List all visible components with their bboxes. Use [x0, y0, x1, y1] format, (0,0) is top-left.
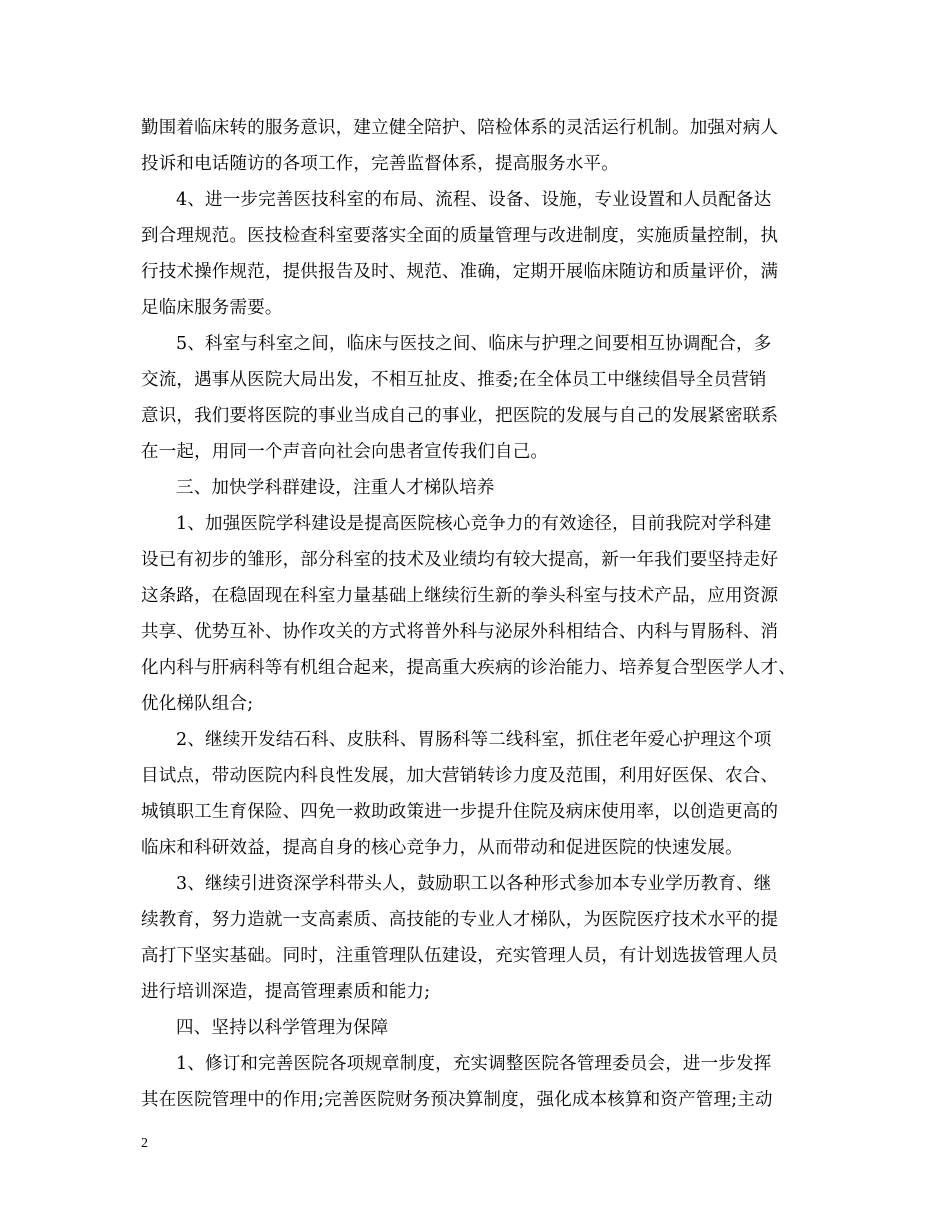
text-line: 续教育，努力造就一支高素质、高技能的专业人才梯队，为医院医疗技术水平的提 [141, 910, 779, 930]
text-line: 进行培训深造，提高管理素质和能力; [141, 982, 431, 1002]
text-line: 化内科与肝病科等有机组合起来，提高重大疾病的诊治能力、培养复合型医学人才、 [141, 658, 796, 678]
section-heading: 三、加快学科群建设，注重人才梯队培养 [176, 478, 495, 498]
text-line: 其在医院管理中的作用;完善医院财务预决算制度，强化成本核算和资产管理;主动 [141, 1090, 773, 1110]
text-line: 意识，我们要将医院的事业当成自己的事业，把医院的发展与自己的发展紧密联系 [141, 406, 779, 426]
section-heading: 四、坚持以科学管理为保障 [176, 1018, 389, 1038]
text-line: 在一起，用同一个声音向社会向患者宣传我们自己。 [141, 442, 549, 462]
text-line: 4、进一步完善医技科室的布局、流程、设备、设施，专业设置和人员配备达 [176, 190, 772, 210]
text-line: 勤围着临床转的服务意识，建立健全陪护、陪检体系的灵活运行机制。加强对病人 [141, 118, 779, 138]
text-line: 优化梯队组合; [141, 694, 254, 714]
text-line: 临床和科研效益，提高自身的核心竞争力，从而带动和促进医院的快速发展。 [141, 838, 743, 858]
text-line: 5、科室与科室之间，临床与医技之间、临床与护理之间要相互协调配合，多 [176, 334, 772, 354]
text-line: 目试点，带动医院内科良性发展，加大营销转诊力度及范围，利用好医保、农合、 [141, 766, 779, 786]
text-line: 这条路，在稳固现在科室力量基础上继续衍生新的拳头科室与技术产品，应用资源 [141, 586, 779, 606]
text-line: 3、继续引进资深学科带头人，鼓励职工以各种形式参加本专业学历教育、继 [176, 874, 772, 894]
text-line: 城镇职工生育保险、四免一救助政策进一步提升住院及病床使用率，以创造更高的 [141, 802, 779, 822]
text-line: 1、加强医院学科建设是提高医院核心竞争力的有效途径，目前我院对学科建 [176, 514, 772, 534]
text-line: 2、继续开发结石科、皮肤科、胃肠科等二线科室，抓住老年爱心护理这个项 [176, 730, 772, 750]
text-line: 投诉和电话随访的各项工作，完善监督体系，提高服务水平。 [141, 154, 619, 174]
text-line: 共享、优势互补、协作攻关的方式将普外科与泌尿外科相结合、内科与胃肠科、消 [141, 622, 779, 642]
text-line: 到合理规范。医技检查科室要落实全面的质量管理与改进制度，实施质量控制，执 [141, 226, 779, 246]
text-line: 行技术操作规范，提供报告及时、规范、准确，定期开展临床随访和质量评价，满 [141, 262, 779, 282]
text-line: 设已有初步的雏形，部分科室的技术及业绩均有较大提高，新一年我们要坚持走好 [141, 550, 779, 570]
text-line: 足临床服务需要。 [141, 298, 283, 318]
text-line: 1、修订和完善医院各项规章制度，充实调整医院各管理委员会，进一步发挥 [176, 1054, 772, 1074]
text-line: 交流，遇事从医院大局出发，不相互扯皮、推委;在全体员工中继续倡导全员营销 [141, 370, 767, 390]
text-line: 高打下坚实基础。同时，注重管理队伍建设，充实管理人员，有计划选拔管理人员 [141, 946, 779, 966]
page-number: 2 [141, 1136, 148, 1151]
